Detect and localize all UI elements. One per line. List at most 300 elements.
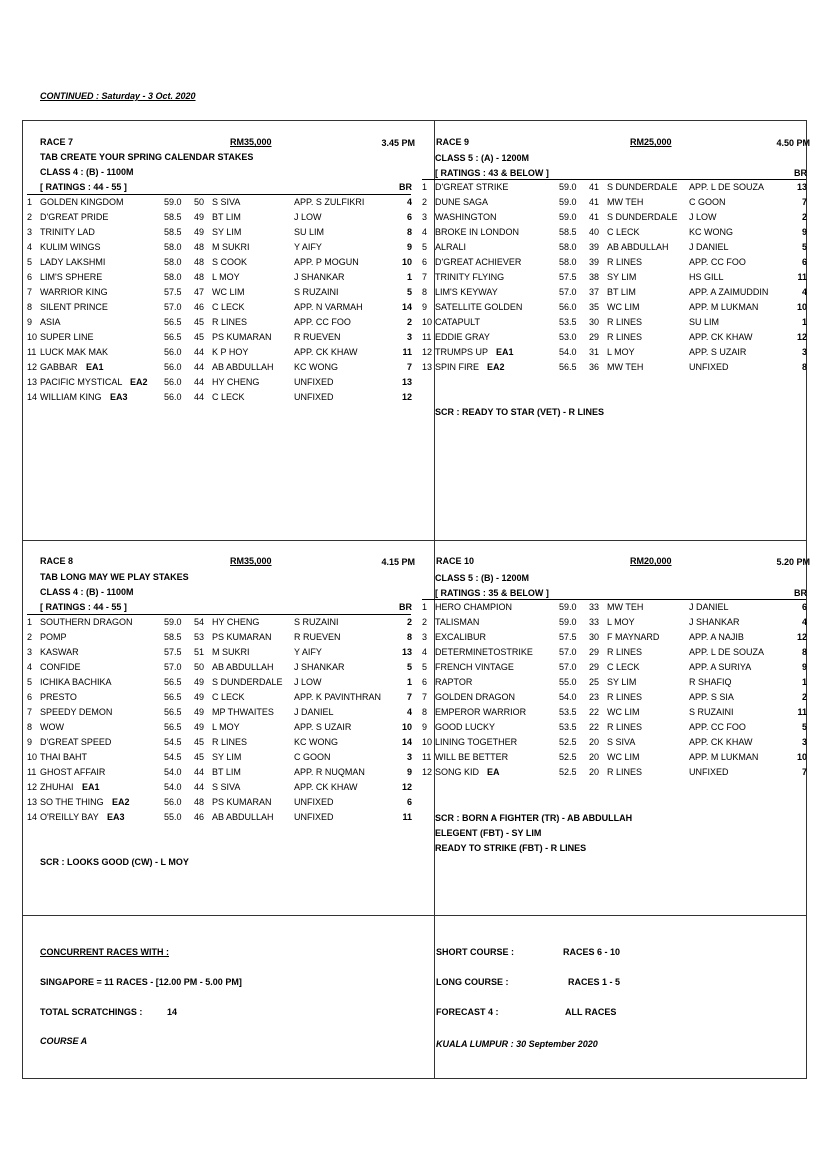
jockey: AB ABDULLAH [212, 662, 274, 672]
trainer: KC WONG [294, 737, 338, 747]
runner-row [422, 722, 806, 737]
trainer: Y AIFY [294, 647, 322, 657]
runner-number: 11 [422, 752, 432, 762]
runner-row [27, 647, 411, 662]
runner-number: 10 [422, 317, 433, 327]
trainer: J SHANKAR [294, 272, 345, 282]
handicap-weight: 57.0 [559, 287, 577, 297]
trainer: R SHAFIQ [689, 677, 732, 687]
rating: 49 [194, 227, 205, 237]
trainer: APP. M LUKMAN [689, 752, 759, 762]
emergency-acceptor-badge: EA3 [107, 812, 125, 822]
runner-row [422, 317, 806, 332]
emergency-acceptor-badge: EA2 [112, 797, 130, 807]
runner-number: 10 [422, 737, 433, 747]
ratings-rule [422, 599, 806, 600]
runner-number: 14 [27, 812, 38, 822]
horse-name: DUNE SAGA [435, 197, 489, 207]
scratchings-label: TOTAL SCRATCHINGS : [40, 1007, 143, 1017]
jockey: BT LIM [212, 212, 241, 222]
rating: 37 [589, 287, 600, 297]
barrier: 11 [797, 272, 807, 282]
jockey: C LECK [212, 692, 245, 702]
jockey: R LINES [607, 257, 643, 267]
rating: 29 [589, 647, 600, 657]
horse-name: WARRIOR KING [40, 287, 108, 297]
horse-name: TRINITY FLYING [435, 272, 505, 282]
runner-number: 9 [422, 722, 428, 732]
handicap-weight: 57.0 [164, 662, 182, 672]
handicap-weight: 58.0 [164, 257, 182, 267]
rating: 46 [194, 302, 205, 312]
page-heading: CONTINUED : Saturday - 3 Oct. 2020 [40, 91, 196, 101]
handicap-weight: 52.5 [559, 767, 577, 777]
horse-name: WASHINGTON [435, 212, 497, 222]
barrier: 2 [406, 617, 412, 627]
rating: 23 [589, 692, 600, 702]
runner-number: 13 [422, 362, 433, 372]
race-class: CLASS 4 : (B) - 1100M [40, 167, 134, 177]
rating: 45 [194, 317, 205, 327]
runner-number: 1 [27, 617, 33, 627]
runner-row [422, 287, 806, 302]
handicap-weight: 53.0 [559, 332, 577, 342]
jockey: SY LIM [212, 752, 242, 762]
jockey: L MOY [607, 617, 635, 627]
horse-name: SOUTHERN DRAGON [40, 617, 133, 627]
runner-row [27, 227, 411, 242]
rating: 29 [589, 662, 600, 672]
handicap-weight: 53.5 [559, 317, 577, 327]
runner-number: 2 [27, 632, 33, 642]
runner-row [27, 812, 411, 827]
trainer: APP. A ZAIMUDDIN [689, 287, 769, 297]
runner-row [27, 347, 411, 362]
barrier: 3 [406, 752, 412, 762]
race-number: RACE 7 [40, 137, 74, 147]
trainer: UNFIXED [294, 392, 334, 402]
handicap-weight: 58.5 [164, 227, 182, 237]
barrier: 10 [401, 722, 412, 732]
runner-number: 6 [422, 677, 428, 687]
barrier: 1 [406, 272, 412, 282]
runner-row [422, 707, 806, 722]
trainer: Y AIFY [294, 242, 322, 252]
trainer: J DANIEL [689, 242, 729, 252]
emergency-acceptor-badge: EA2 [130, 377, 148, 387]
jockey: S SIVA [212, 197, 241, 207]
br-column-label: BR [794, 168, 807, 178]
horse-name: WOW [40, 722, 64, 732]
runner-row [27, 362, 411, 377]
barrier: 8 [406, 632, 412, 642]
race-header [27, 137, 415, 151]
jockey: L MOY [212, 272, 240, 282]
rating: 45 [194, 332, 205, 342]
short-course-value: RACES 6 - 10 [563, 947, 621, 957]
handicap-weight: 54.5 [164, 737, 182, 747]
runner-row [27, 692, 411, 707]
race-ratings: [ RATINGS : 35 & BELOW ] [435, 588, 549, 598]
runner-number: 11 [27, 347, 37, 357]
barrier: 5 [406, 287, 412, 297]
horse-name: ASIA [40, 317, 61, 327]
runner-number: 8 [27, 722, 33, 732]
trainer: J SHANKAR [689, 617, 740, 627]
horse-name: D'GREAT STRIKE [435, 182, 509, 192]
jockey: SY LIM [607, 272, 637, 282]
barrier: 6 [406, 212, 412, 222]
emergency-acceptor-badge: EA3 [110, 392, 128, 402]
runner-number: 9 [422, 302, 428, 312]
horse-name: ICHIKA BACHIKA [40, 677, 112, 687]
runner-number: 2 [422, 617, 428, 627]
runner-row [422, 272, 806, 287]
barrier: 1 [801, 317, 807, 327]
jockey: WC LIM [212, 287, 245, 297]
runner-row [422, 632, 806, 647]
jockey: WC LIM [607, 752, 640, 762]
jockey: AB ABDULLAH [607, 242, 669, 252]
race-name: TAB LONG MAY WE PLAY STAKES [40, 572, 189, 582]
runner-number: 8 [422, 707, 428, 717]
runner-number: 5 [27, 257, 33, 267]
runner-row [27, 632, 411, 647]
jockey: S DUNDERDALE [607, 212, 678, 222]
barrier: 2 [801, 692, 807, 702]
horse-name: WILLIAM KING [40, 392, 102, 402]
horse-name: GOOD LUCKY [435, 722, 496, 732]
trainer: APP. CC FOO [689, 722, 746, 732]
trainer: SU LIM [294, 227, 325, 237]
runner-row [422, 242, 806, 257]
jockey: BT LIM [607, 287, 636, 297]
runner-row [422, 737, 806, 752]
horse-name: KULIM WINGS [40, 242, 101, 252]
handicap-weight: 52.5 [559, 752, 577, 762]
trainer: S RUZAINI [294, 287, 339, 297]
horse-name: GOLDEN DRAGON [435, 692, 516, 702]
rating: 33 [589, 617, 600, 627]
handicap-weight: 58.0 [559, 242, 577, 252]
handicap-weight: 56.5 [164, 722, 182, 732]
horse-name: RAPTOR [435, 677, 473, 687]
horse-name: SPIN FIRE [435, 362, 480, 372]
course-label: COURSE A [40, 1036, 88, 1046]
barrier: 6 [801, 602, 807, 612]
runner-row [27, 737, 411, 752]
runner-number: 5 [27, 677, 33, 687]
runner-number: 12 [422, 767, 433, 777]
runner-number: 1 [27, 197, 33, 207]
scratching-line: READY TO STRIKE (FBT) - R LINES [435, 843, 587, 853]
jockey: HY CHENG [212, 617, 260, 627]
trainer: APP. A NAJIB [689, 632, 744, 642]
rating: 53 [194, 632, 205, 642]
trainer: J LOW [689, 212, 717, 222]
trainer: APP. P MOGUN [294, 257, 359, 267]
rating: 39 [589, 242, 600, 252]
jockey: R LINES [607, 317, 643, 327]
handicap-weight: 58.0 [164, 242, 182, 252]
barrier: 11 [402, 812, 412, 822]
runner-number: 2 [422, 197, 428, 207]
jockey: R LINES [212, 317, 248, 327]
runner-row [422, 752, 806, 767]
rating: 39 [589, 257, 600, 267]
barrier: 1 [406, 677, 412, 687]
scratching-line: ELEGENT (FBT) - SY LIM [435, 828, 542, 838]
emergency-acceptor-badge: EA1 [82, 782, 100, 792]
runner-number: 14 [27, 392, 38, 402]
handicap-weight: 57.5 [164, 287, 182, 297]
trainer: KC WONG [294, 362, 338, 372]
runner-number: 8 [27, 302, 33, 312]
rating: 44 [194, 767, 205, 777]
horse-name: LADY LAKSHMI [40, 257, 106, 267]
jockey: L MOY [607, 347, 635, 357]
rating: 48 [194, 272, 205, 282]
runner-row [27, 707, 411, 722]
barrier: 12 [401, 392, 412, 402]
jockey: M SUKRI [212, 647, 250, 657]
barrier: 9 [406, 767, 412, 777]
handicap-weight: 56.0 [164, 377, 182, 387]
barrier: 10 [796, 752, 807, 762]
runner-number: 1 [422, 182, 428, 192]
trainer: APP. CK KHAW [689, 332, 753, 342]
barrier: 2 [406, 317, 412, 327]
runner-row [27, 797, 411, 812]
handicap-weight: 55.0 [559, 677, 577, 687]
barrier: 9 [801, 662, 807, 672]
handicap-weight: 56.0 [559, 302, 577, 312]
jockey: S DUNDERDALE [212, 677, 283, 687]
jockey: R LINES [607, 332, 643, 342]
runner-number: 3 [27, 647, 33, 657]
jockey: SY LIM [212, 227, 242, 237]
rating: 44 [194, 377, 205, 387]
horse-name: ZHUHAI [40, 782, 74, 792]
trainer: APP. S SIA [689, 692, 734, 702]
barrier: 11 [797, 707, 807, 717]
concurrent-heading: CONCURRENT RACES WITH : [40, 947, 169, 957]
race-header [422, 556, 810, 570]
rating: 49 [194, 677, 205, 687]
handicap-weight: 56.5 [164, 677, 182, 687]
runner-row [422, 332, 806, 347]
handicap-weight: 58.5 [164, 632, 182, 642]
trainer: APP. K PAVINTHRAN [294, 692, 382, 702]
handicap-weight: 53.5 [559, 722, 577, 732]
horse-name: CATAPULT [435, 317, 481, 327]
horse-name: TRINITY LAD [40, 227, 95, 237]
trainer: S RUZAINI [294, 617, 339, 627]
race-block-3 [27, 556, 415, 916]
runner-row [27, 722, 411, 737]
handicap-weight: 54.0 [164, 782, 182, 792]
rating: 50 [194, 662, 205, 672]
barrier: 1 [801, 677, 807, 687]
runner-row [27, 332, 411, 347]
handicap-weight: 58.5 [559, 227, 577, 237]
jockey: PS KUMARAN [212, 332, 272, 342]
horse-name: TALISMAN [435, 617, 480, 627]
barrier: 2 [801, 212, 807, 222]
runner-number: 10 [27, 752, 38, 762]
trainer: S RUZAINI [689, 707, 734, 717]
rating: 20 [589, 752, 600, 762]
race-prize: RM35,000 [230, 137, 272, 147]
horse-name: LIM'S SPHERE [40, 272, 103, 282]
barrier: 14 [401, 737, 412, 747]
rating: 44 [194, 347, 205, 357]
jockey: HY CHENG [212, 377, 260, 387]
runner-row [27, 242, 411, 257]
jockey: C LECK [212, 392, 245, 402]
handicap-weight: 59.0 [164, 617, 182, 627]
rating: 45 [194, 737, 205, 747]
horse-name: PRESTO [40, 692, 77, 702]
rating: 48 [194, 797, 205, 807]
trainer: R RUEVEN [294, 332, 341, 342]
trainer: J DANIEL [294, 707, 334, 717]
br-column-label: BR [399, 602, 412, 612]
trainer: APP. S ZULFIKRI [294, 197, 365, 207]
rating: 22 [589, 722, 600, 732]
long-course-value: RACES 1 - 5 [568, 977, 621, 987]
runner-number: 4 [422, 227, 428, 237]
handicap-weight: 59.0 [559, 212, 577, 222]
barrier: 13 [796, 182, 807, 192]
jockey: R LINES [212, 737, 248, 747]
runner-row [27, 317, 411, 332]
horse-name: EDDIE GRAY [435, 332, 490, 342]
horse-name: LIM'S KEYWAY [435, 287, 498, 297]
trainer: UNFIXED [689, 767, 729, 777]
trainer: UNFIXED [294, 377, 334, 387]
runner-row [422, 362, 806, 377]
barrier: 7 [406, 362, 412, 372]
runner-number: 7 [27, 287, 33, 297]
handicap-weight: 56.0 [164, 797, 182, 807]
ratings-rule [27, 614, 411, 615]
runner-number: 12 [422, 347, 433, 357]
horse-name: SATELLITE GOLDEN [435, 302, 523, 312]
barrier: 5 [406, 662, 412, 672]
race-block-4 [422, 556, 810, 916]
runner-row [27, 752, 411, 767]
handicap-weight: 59.0 [559, 617, 577, 627]
barrier: 7 [406, 692, 412, 702]
barrier: 6 [406, 797, 412, 807]
barrier: 6 [801, 257, 807, 267]
horse-name: SONG KID [435, 767, 480, 777]
rating: 20 [589, 737, 600, 747]
jockey: S SIVA [212, 782, 241, 792]
runner-number: 6 [27, 272, 33, 282]
rating: 25 [589, 677, 600, 687]
barrier: 12 [796, 632, 807, 642]
rating: 22 [589, 707, 600, 717]
rating: 48 [194, 257, 205, 267]
runner-row [422, 692, 806, 707]
handicap-weight: 52.5 [559, 737, 577, 747]
jockey: MP THWAITES [212, 707, 274, 717]
runner-number: 4 [422, 647, 428, 657]
rating: 36 [589, 362, 600, 372]
horse-name: SILENT PRINCE [40, 302, 108, 312]
barrier: 8 [801, 647, 807, 657]
rating: 48 [194, 242, 205, 252]
race-number: RACE 8 [40, 556, 74, 566]
handicap-weight: 56.5 [164, 692, 182, 702]
jockey: C LECK [607, 227, 640, 237]
runner-number: 4 [27, 662, 33, 672]
runner-number: 6 [27, 692, 33, 702]
race-time: 4.50 PM [776, 138, 810, 148]
rating: 49 [194, 707, 205, 717]
runner-number: 2 [27, 212, 33, 222]
runner-row [422, 662, 806, 677]
horse-name: D'GREAT SPEED [40, 737, 112, 747]
jockey: R LINES [607, 647, 643, 657]
jockey: R LINES [607, 692, 643, 702]
barrier: 11 [402, 347, 412, 357]
race-time: 5.20 PM [776, 557, 810, 567]
runner-row [27, 392, 411, 407]
rating: 41 [589, 197, 600, 207]
horse-name: DETERMINETOSTRIKE [435, 647, 533, 657]
runner-number: 1 [422, 602, 428, 612]
jockey: WC LIM [607, 302, 640, 312]
race-time: 3.45 PM [381, 138, 415, 148]
trainer: C GOON [294, 752, 331, 762]
barrier: 8 [801, 362, 807, 372]
forecast-value: ALL RACES [565, 1007, 617, 1017]
scratching-line: SCR : LOOKS GOOD (CW) - L MOY [40, 857, 189, 867]
horse-name: GHOST AFFAIR [40, 767, 106, 777]
handicap-weight: 56.5 [164, 317, 182, 327]
rating: 44 [194, 362, 205, 372]
emergency-acceptor-badge: EA1 [86, 362, 104, 372]
trainer: UNFIXED [689, 362, 729, 372]
horse-name: HERO CHAMPION [435, 602, 513, 612]
emergency-acceptor-badge: EA2 [487, 362, 505, 372]
handicap-weight: 54.0 [559, 692, 577, 702]
jockey: MW TEH [607, 197, 644, 207]
handicap-weight: 57.5 [559, 272, 577, 282]
trainer: APP. L DE SOUZA [689, 182, 765, 192]
horse-name: KASWAR [40, 647, 79, 657]
race-time: 4.15 PM [381, 557, 415, 567]
runner-row [422, 347, 806, 362]
runner-row [27, 677, 411, 692]
handicap-weight: 59.0 [559, 602, 577, 612]
runner-number: 5 [422, 662, 428, 672]
trainer: APP. N VARMAH [294, 302, 363, 312]
ratings-rule [27, 194, 411, 195]
runner-row [27, 287, 411, 302]
horse-name: SPEEDY DEMON [40, 707, 113, 717]
handicap-weight: 58.0 [164, 272, 182, 282]
trainer: APP. CC FOO [294, 317, 351, 327]
runner-row [422, 197, 806, 212]
runner-row [422, 257, 806, 272]
br-column-label: BR [399, 182, 412, 192]
runner-number: 9 [27, 317, 33, 327]
jockey: C LECK [607, 662, 640, 672]
